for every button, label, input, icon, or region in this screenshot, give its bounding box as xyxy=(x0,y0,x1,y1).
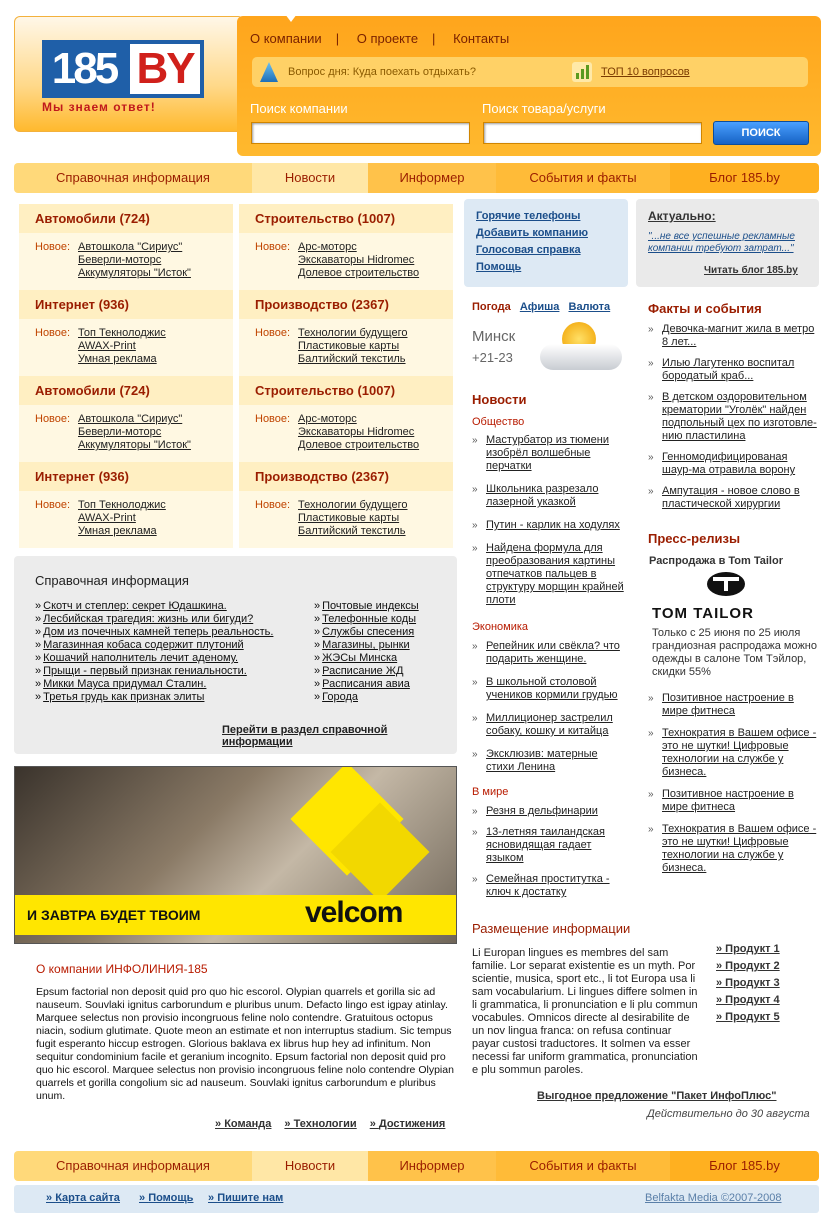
reference-article-link[interactable]: » Магазинная кобаса содержит плутоний xyxy=(35,639,273,652)
actual-quote[interactable]: "...не все успешные рекламные компании требуют затрат..." xyxy=(648,231,795,254)
news-item[interactable]: » Путин - карлик на ходулях xyxy=(472,519,628,532)
tab-currency[interactable]: Валюта xyxy=(568,301,611,313)
category-link[interactable]: Умная реклама xyxy=(78,353,157,365)
reference-directory-link[interactable]: » Службы спесения xyxy=(314,626,419,639)
main-nav xyxy=(14,163,819,193)
category-link[interactable]: Арс-моторс xyxy=(298,241,357,253)
placement-title: Размещение информации xyxy=(472,921,631,936)
reference-directory-link[interactable]: » Телефонные коды xyxy=(314,613,419,626)
fact-item[interactable]: » В детском оздоровительном крематории "Уголёк" найден подпольный цех по изготовле-нию пластилина xyxy=(648,391,820,443)
reference-directory xyxy=(314,600,419,704)
category-block xyxy=(239,376,453,462)
weather-tabs xyxy=(472,301,610,313)
category-link[interactable]: Балтийский текстиль xyxy=(298,525,406,537)
products-list xyxy=(716,943,780,1028)
logo-suffix: BY xyxy=(126,40,204,98)
footer-write-us[interactable]: » Пишите нам xyxy=(208,1192,284,1204)
category-link[interactable]: Аккумуляторы "Исток" xyxy=(78,439,191,451)
facts-list xyxy=(648,323,820,519)
news-world: В мире xyxy=(472,786,509,798)
actual-read-blog[interactable]: Читать блог 185.by xyxy=(704,265,798,276)
search-button[interactable]: ПОИСК xyxy=(713,121,809,145)
logo-number: 185 xyxy=(42,40,126,98)
top-nav: О компании | О проекте | Контакты xyxy=(250,31,510,46)
top10-link[interactable]: ТОП 10 вопросов xyxy=(601,66,690,78)
search-company-input[interactable] xyxy=(251,122,470,144)
category-title[interactable]: Интернет (936) xyxy=(19,462,233,491)
world-news xyxy=(472,805,628,907)
category-link[interactable]: Экскаваторы Hidromec xyxy=(298,426,415,438)
quick-hot-phones[interactable]: Горячие телефоны xyxy=(476,210,581,222)
about-team-link[interactable]: » Команда xyxy=(215,1118,272,1130)
product-link[interactable]: » Продукт 1 xyxy=(716,943,780,955)
reference-articles xyxy=(35,600,273,704)
actual-title: Актуально: xyxy=(648,209,716,223)
reference-article-link[interactable]: » Третья грудь как признак элиты xyxy=(35,691,273,704)
press-title: Пресс-релизы xyxy=(648,531,741,546)
category-block xyxy=(239,290,453,376)
press-item[interactable]: » Позитивное настроение в мире фитнеса xyxy=(648,692,820,718)
new-label: Новое: xyxy=(35,413,71,425)
weather-temp: +21-23 xyxy=(472,350,513,365)
category-block xyxy=(19,462,233,548)
category-block xyxy=(19,290,233,376)
category-link[interactable]: Экскаваторы Hidromec xyxy=(298,254,415,266)
news-item[interactable]: » Семейная проститутка - ключ к достатку xyxy=(472,873,628,899)
reference-info-box xyxy=(14,556,457,754)
search-goods-label: Поиск товара/услуги xyxy=(482,101,606,116)
footer xyxy=(14,1185,819,1213)
reference-article-link[interactable]: » Прыщи - первый признак гениальности. xyxy=(35,665,273,678)
category-link[interactable]: Автошкола "Сириус" xyxy=(78,241,183,253)
slogan: Мы знаем ответ! xyxy=(42,100,156,114)
about-text: Epsum factorial non deposit quid pro quo hic escorol. Olypian quarrels et gorilla sic ad nauseum. Souvlaki ignitus carborundum e pluribus unum. Defacto lingo est igpay atinlay. Marquee selectus non provisio incongruous feline nolo contendre. Gratuitous octopus niacin, sodium glutimate. Quote meon an estimate et non interruptus stadium. Sic tempus fugit esperanto hiccup estrogen. Glorious baklava ex librus hup hey ad infinitum. Non sequitur condominium facile et geranium incognito. Epsum factorial non deposit quid pro quo hic escorol. Marquee selectus non provisio incongruous feline nolo contendre Olypian quarrels et gorilla congolium sic ad nauseum. Souvlaki ignitus carborundum e pluribus unum. xyxy=(36,986,454,1102)
category-link[interactable]: Технологии будущего xyxy=(298,499,408,511)
reference-article-link[interactable]: » Лесбийская трагедия: жизнь или бигуди? xyxy=(35,613,273,626)
category-title[interactable]: Производство (2367) xyxy=(239,462,453,491)
nav-spravka[interactable]: Справочная информация xyxy=(14,163,252,193)
category-title[interactable]: Строительство (1007) xyxy=(239,204,453,233)
about-title: О компании ИНФОЛИНИЯ-185 xyxy=(36,962,208,976)
facts-title: Факты и события xyxy=(648,301,762,316)
news-economy: Экономика xyxy=(472,621,529,633)
nav-blog[interactable]: Блог 185.by xyxy=(670,1151,819,1181)
category-block xyxy=(19,376,233,462)
search-goods-input[interactable] xyxy=(483,122,702,144)
reference-go-link[interactable]: Перейти в раздел справочной информации xyxy=(222,724,388,748)
category-title[interactable]: Автомобили (724) xyxy=(19,376,233,405)
press-list xyxy=(648,692,820,884)
category-block xyxy=(239,462,453,548)
new-label: Новое: xyxy=(255,241,291,253)
new-label: Новое: xyxy=(35,499,71,511)
footer-copyright[interactable]: Belfakta Media ©2007-2008 xyxy=(645,1192,782,1204)
topnav-contacts[interactable]: Контакты xyxy=(453,31,510,46)
category-block xyxy=(19,204,233,290)
product-link[interactable]: » Продукт 5 xyxy=(716,1011,780,1023)
category-link[interactable]: Топ Текнолоджис xyxy=(78,499,166,511)
tab-afisha[interactable]: Афиша xyxy=(519,301,560,313)
category-link[interactable]: Пластиковые карты xyxy=(298,512,400,524)
tom-tailor-logo: TOM TAILOR xyxy=(652,605,754,622)
nav-news[interactable]: Новости xyxy=(252,1151,368,1181)
category-link[interactable]: Балтийский текстиль xyxy=(298,353,406,365)
category-link[interactable]: Автошкола "Сириус" xyxy=(78,413,183,425)
fact-item[interactable]: » Девочка-магнит жила в метро 8 лет... xyxy=(648,323,820,349)
category-link[interactable]: Долевое строительство xyxy=(298,439,420,451)
banner-slogan: И ЗАВТРА БУДЕТ ТВОИМ xyxy=(27,907,201,923)
tom-tailor-emblem xyxy=(707,572,745,596)
press-headline: Распродажа в Tom Tailor xyxy=(649,555,783,567)
reference-article-link[interactable]: » Скотч и степлер: секрет Юдашкина. xyxy=(35,600,273,613)
category-link[interactable]: AWAX-Print xyxy=(78,512,136,524)
news-item[interactable]: » В школьной столовой учеников кормили грудью xyxy=(472,676,628,702)
tab-weather[interactable]: Погода xyxy=(472,301,511,313)
news-item[interactable]: » Мастурбатор из тюмени изобрёл волшебные перчатки xyxy=(472,434,628,473)
offer-valid: Действительно до 30 августа xyxy=(647,1108,810,1120)
news-item[interactable]: » Экcклюзив: матерные стихи Ленина xyxy=(472,748,628,774)
press-text: Только с 25 июня по 25 июля грандиозная распродажа можно одежды в салоне Том Тэйлор, скидки 55% xyxy=(652,627,817,678)
new-label: Новое: xyxy=(35,241,71,253)
weather-city: Минск xyxy=(472,328,516,345)
footer-sitemap[interactable]: » Карта сайта xyxy=(46,1192,120,1204)
pyramid-icon xyxy=(260,62,278,82)
news-item[interactable]: » Найдена формула для преобразования картины отпечатков пальцев в структуру морщин крайней плоти xyxy=(472,542,628,607)
reference-article-link[interactable]: » Микки Мауса придумал Сталин. xyxy=(35,678,273,691)
category-link[interactable]: Арс-моторс xyxy=(298,413,357,425)
new-label: Новое: xyxy=(255,413,291,425)
category-link[interactable]: AWAX-Print xyxy=(78,340,136,352)
offer-link[interactable]: Выгодное предложение "Пакет ИнфоПлюс" xyxy=(537,1090,777,1102)
nav-blog[interactable]: Блог 185.by xyxy=(670,163,819,193)
category-link[interactable]: Беверли-моторс xyxy=(78,254,162,266)
society-news xyxy=(472,434,628,617)
about-achievements-link[interactable]: » Достижения xyxy=(369,1118,446,1130)
search-company-label: Поиск компании xyxy=(250,101,348,116)
nav-events[interactable]: События и факты xyxy=(496,1151,670,1181)
question-of-day[interactable]: Вопрос дня: Куда поехать отдыхать? xyxy=(288,66,476,78)
placement-text: Li Europan lingues es membres del sam familie. Lor separat existentie es un myth. Por scientie, musica, sport etc., li tot Europa usa li sam vocabularium. Li lingues differe solmen in li grammatica, li pronunciation e li plu commun vocabules. Omnicos directe al desirabilite de un nov lingua franca: on refusa continuar payar custosi traductores. It solmen va esser necessi far uniform grammatica, pronunciation e plu sommun paroles. xyxy=(472,947,698,1076)
category-block xyxy=(239,204,453,290)
quick-add-company[interactable]: Добавить компанию xyxy=(476,227,588,239)
news-item[interactable]: » Школьника разрезало лазерной указкой xyxy=(472,483,628,509)
reference-directory-link[interactable]: » Магазины, рынки xyxy=(314,639,419,652)
economy-news xyxy=(472,640,628,784)
reference-directory-link[interactable]: » Расписания авиа xyxy=(314,678,419,691)
news-item[interactable]: » Миллиционер застрелил собаку, кошку и китайца xyxy=(472,712,628,738)
quick-links xyxy=(464,199,628,287)
category-title[interactable]: Строительство (1007) xyxy=(239,376,453,405)
category-link[interactable]: Беверли-моторс xyxy=(78,426,162,438)
banner-brand: velcom xyxy=(305,896,403,929)
category-title[interactable]: Производство (2367) xyxy=(239,290,453,319)
product-link[interactable]: » Продукт 4 xyxy=(716,994,780,1006)
actual-box xyxy=(636,199,819,287)
new-label: Новое: xyxy=(255,499,291,511)
reference-directory-link[interactable]: » Почтовые индексы xyxy=(314,600,419,613)
velcom-banner[interactable] xyxy=(14,766,457,944)
partly-cloudy-icon xyxy=(540,322,622,374)
product-link[interactable]: » Продукт 3 xyxy=(716,977,780,989)
about-links xyxy=(215,1118,455,1130)
quick-help[interactable]: Помощь xyxy=(476,261,522,273)
category-title[interactable]: Автомобили (724) xyxy=(19,204,233,233)
category-link[interactable]: Топ Текнолоджис xyxy=(78,327,166,339)
category-link[interactable]: Умная реклама xyxy=(78,525,157,537)
new-label: Новое: xyxy=(255,327,291,339)
category-link[interactable]: Технологии будущего xyxy=(298,327,408,339)
news-society: Общество xyxy=(472,416,525,428)
reference-directory-link[interactable]: » ЖЭСы Минска xyxy=(314,652,419,665)
nav-events[interactable]: События и факты xyxy=(496,163,670,193)
reference-article-link[interactable]: » Дом из почечных камней теперь реальность. xyxy=(35,626,273,639)
bar-chart-icon xyxy=(572,62,592,82)
quick-voice-help[interactable]: Голосовая справка xyxy=(476,244,581,256)
press-item[interactable]: » Позитивное настроение в мире фитнеса xyxy=(648,788,820,814)
fact-item[interactable]: » Ампутация - новое слово в пластической хирургии xyxy=(648,485,820,511)
reference-article-link[interactable]: » Кошачий наполнитель лечит аденому. xyxy=(35,652,273,665)
topnav-about[interactable]: О компании xyxy=(250,31,322,46)
bottom-nav xyxy=(14,1151,819,1181)
product-link[interactable]: » Продукт 2 xyxy=(716,960,780,972)
reference-title: Справочная информация xyxy=(35,573,189,588)
fact-item[interactable]: » Генномодифицированая шаур-ма отравила ворону xyxy=(648,451,820,477)
category-title[interactable]: Интернет (936) xyxy=(19,290,233,319)
fact-item[interactable]: » Илью Лагутенко воспитал бородатый краб... xyxy=(648,357,820,383)
category-link[interactable]: Долевое строительство xyxy=(298,267,420,279)
question-bar xyxy=(252,57,808,87)
press-item[interactable]: » Технократия в Вашем офисе - это не шутки! Цифровые технологии на службе у бизнеса. xyxy=(648,727,820,779)
about-tech-link[interactable]: » Технологии xyxy=(284,1118,357,1130)
category-link[interactable]: Аккумуляторы "Исток" xyxy=(78,267,191,279)
news-item[interactable]: » 13-летняя таиландская ясновидящая гадает языком xyxy=(472,826,628,865)
footer-help[interactable]: » Помощь xyxy=(139,1192,194,1204)
nav-news[interactable]: Новости xyxy=(252,163,368,193)
logo[interactable] xyxy=(42,40,204,98)
press-item[interactable]: » Технократия в Вашем офисе - это не шутки! Цифровые технологии на службе у бизнеса. xyxy=(648,823,820,875)
topnav-project[interactable]: О проекте xyxy=(356,31,419,46)
category-link[interactable]: Пластиковые карты xyxy=(298,340,400,352)
nav-informer[interactable]: Информер xyxy=(368,163,496,193)
news-item[interactable]: » Резня в дельфинарии xyxy=(472,805,628,818)
reference-directory-link[interactable]: » Расписание ЖД xyxy=(314,665,419,678)
news-title: Новости xyxy=(472,392,527,407)
nav-spravka[interactable]: Справочная информация xyxy=(14,1151,252,1181)
new-label: Новое: xyxy=(35,327,71,339)
nav-informer[interactable]: Информер xyxy=(368,1151,496,1181)
reference-directory-link[interactable]: » Города xyxy=(314,691,419,704)
news-item[interactable]: » Репейник или свёкла? что подарить женщине. xyxy=(472,640,628,666)
